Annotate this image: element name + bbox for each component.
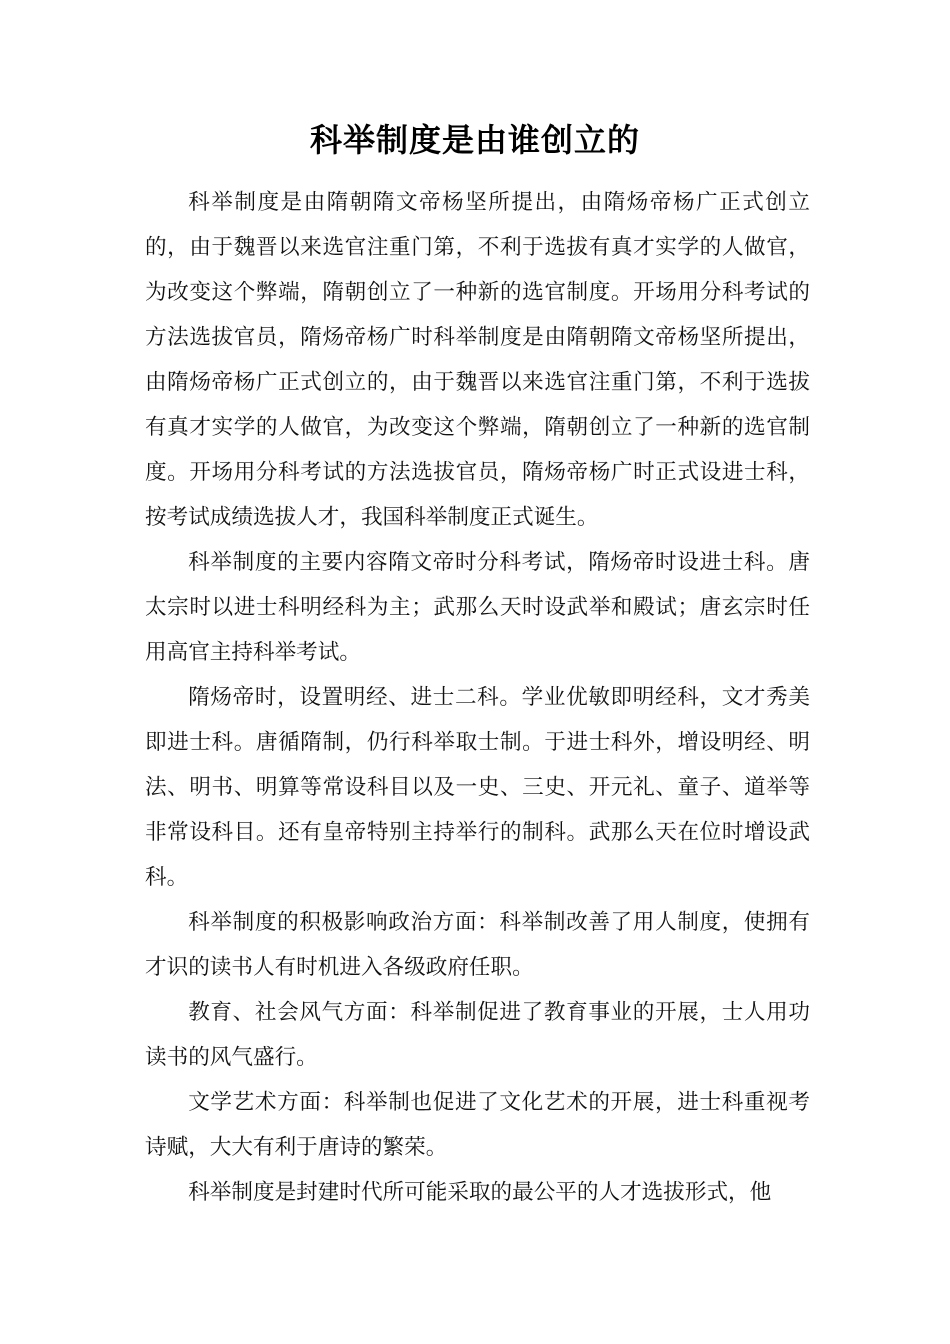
document-title: 科举制度是由谁创立的 xyxy=(309,121,640,159)
paragraph: 科举制度的主要内容隋文帝时分科考试，隋炀帝时设进士科。唐太宗时以进士科明经科为主；武那么天时设武举和殿试；唐玄宗时任用高官主持科举考试。 xyxy=(145,550,810,665)
paragraph: 科举制度是由隋朝隋文帝杨坚所提出，由隋炀帝杨广正式创立的，由于魏晋以来选官注重门第，不利于选拔有真才实学的人做官，为改变这个弊端，隋朝创立了一种新的选官制度。开场用分科考试的方法选拔官员，隋炀帝杨广时科举制度是由隋朝隋文帝杨坚所提出，由隋炀帝杨广正式创立的，由于魏晋以来选官注重门第，不利于选拔有真才实学的人做官，为改变这个弊端，隋朝创立了一种新的选官制度。开场用分科考试的方法选拔官员，隋炀帝杨广时正式设进士科，按考试成绩选拔人才，我国科举制度正式诞生。 xyxy=(145,190,810,530)
paragraph: 文学艺术方面：科举制也促进了文化艺术的开展，进士科重视考诗赋，大大有利于唐诗的繁荣。 xyxy=(145,1090,810,1160)
paragraph: 科举制度是封建时代所可能采取的最公平的人才选拔形式，他 xyxy=(188,1180,772,1205)
document-body xyxy=(145,180,810,1215)
paragraph: 教育、社会风气方面：科举制促进了教育事业的开展，士人用功读书的风气盛行。 xyxy=(145,1000,810,1070)
paragraph: 隋炀帝时，设置明经、进士二科。学业优敏即明经科，文才秀美即进士科。唐循隋制，仍行科举取士制。于进士科外，增设明经、明法、明书、明算等常设科目以及一史、三史、开元礼、童子、道举等非常设科目。还有皇帝特别主持举行的制科。武那么天在位时增设武科。 xyxy=(145,685,810,890)
paragraph: 科举制度的积极影响政治方面：科举制改善了用人制度，使拥有才识的读书人有时机进入各级政府任职。 xyxy=(145,910,810,980)
